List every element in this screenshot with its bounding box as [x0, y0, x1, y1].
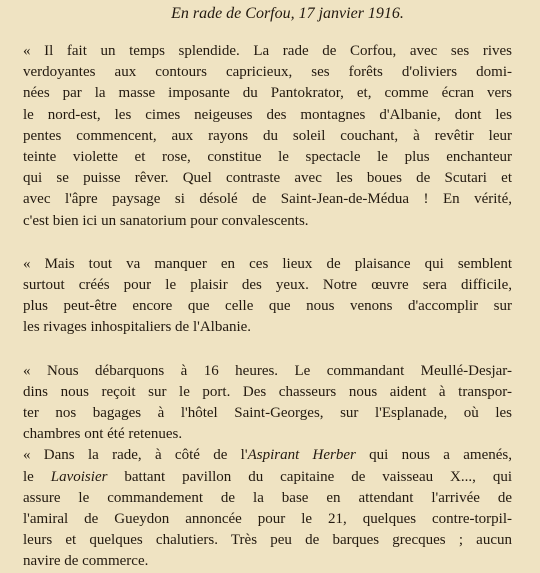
text-line: chambres ont été retenues.: [23, 426, 183, 443]
text-segment: battant pavillon du capitaine de vaisseau X..., qui: [107, 468, 512, 485]
text-line: avec l'âpre paysage si désolé de Saint-Jean-de-Médua ! En vérité,: [23, 191, 512, 208]
text-line: « Nous débarquons à 16 heures. Le commandant Meullé-Desjar-: [23, 362, 512, 379]
paragraph-gap: [23, 339, 512, 361]
text-line: nées par la masse imposante du Pantokrator, et, comme écran vers: [23, 85, 512, 102]
text-line: qui se puisse rêver. Quel contraste avec les boues de Scutari et: [23, 170, 512, 187]
paragraph-2: [23, 254, 512, 339]
text-line: leurs et quelques chalutiers. Très peu de barques grecques ; aucun: [23, 532, 512, 549]
text-segment: qui nous a amenés,: [355, 447, 513, 464]
text-line: [23, 467, 512, 488]
paragraph-3: [23, 361, 512, 446]
text-line: surtout créés pour le plaisir des yeux. Notre œuvre sera difficile,: [23, 277, 512, 294]
text-line: « Il fait un temps splendide. La rade de Corfou, avec ses rives: [23, 43, 512, 59]
text-segment: « Dans la rade, à côté de l': [23, 447, 248, 464]
text-line: pentes commencent, aux rayons du soleil couchant, à revêtir leur: [23, 127, 512, 144]
paragraph-1: [23, 41, 512, 232]
text-line: l'amiral de Gueydon annoncée pour le 21, quelques contre-torpil-: [23, 511, 512, 528]
text-line: dins nous reçoit sur le port. Des chasseurs nous aident à transpor-: [23, 383, 512, 400]
paragraph-gap: [23, 232, 512, 254]
text-line: assure le commandement de la base en attendant l'arrivée de: [23, 489, 512, 506]
text-line: teinte violette et rose, constitue le spectacle le plus enchanteur: [23, 149, 512, 166]
text-line: verdoyantes aux contours capricieux, ses forêts d'oliviers domi-: [23, 64, 512, 81]
text-line: ter nos bagages à l'hôtel Saint-Georges, sur l'Esplanade, où les: [23, 405, 512, 422]
text-line: « Mais tout va manquer en ces lieux de plaisance qui semblent: [23, 255, 512, 272]
text-line: le nord-est, les cimes neigeuses des montagnes d'Albanie, dont les: [23, 106, 512, 123]
text-line: [23, 445, 512, 466]
ship-name: Aspirant Herber: [247, 447, 356, 464]
ship-name: Lavoisier: [50, 468, 108, 485]
text-segment: le: [23, 468, 51, 485]
text-line: c'est bien ici un sanatorium pour convalescents.: [23, 212, 309, 229]
page-header: En rade de Corfou, 17 janvier 1916.: [171, 5, 404, 22]
text-line: plus peut-être encore que celle que nous venons d'accomplir sur: [23, 298, 512, 315]
paragraph-4: [23, 445, 512, 572]
text-line: les rivages inhospitaliers de l'Albanie.: [23, 319, 252, 336]
text-line: navire de commerce.: [23, 553, 149, 570]
